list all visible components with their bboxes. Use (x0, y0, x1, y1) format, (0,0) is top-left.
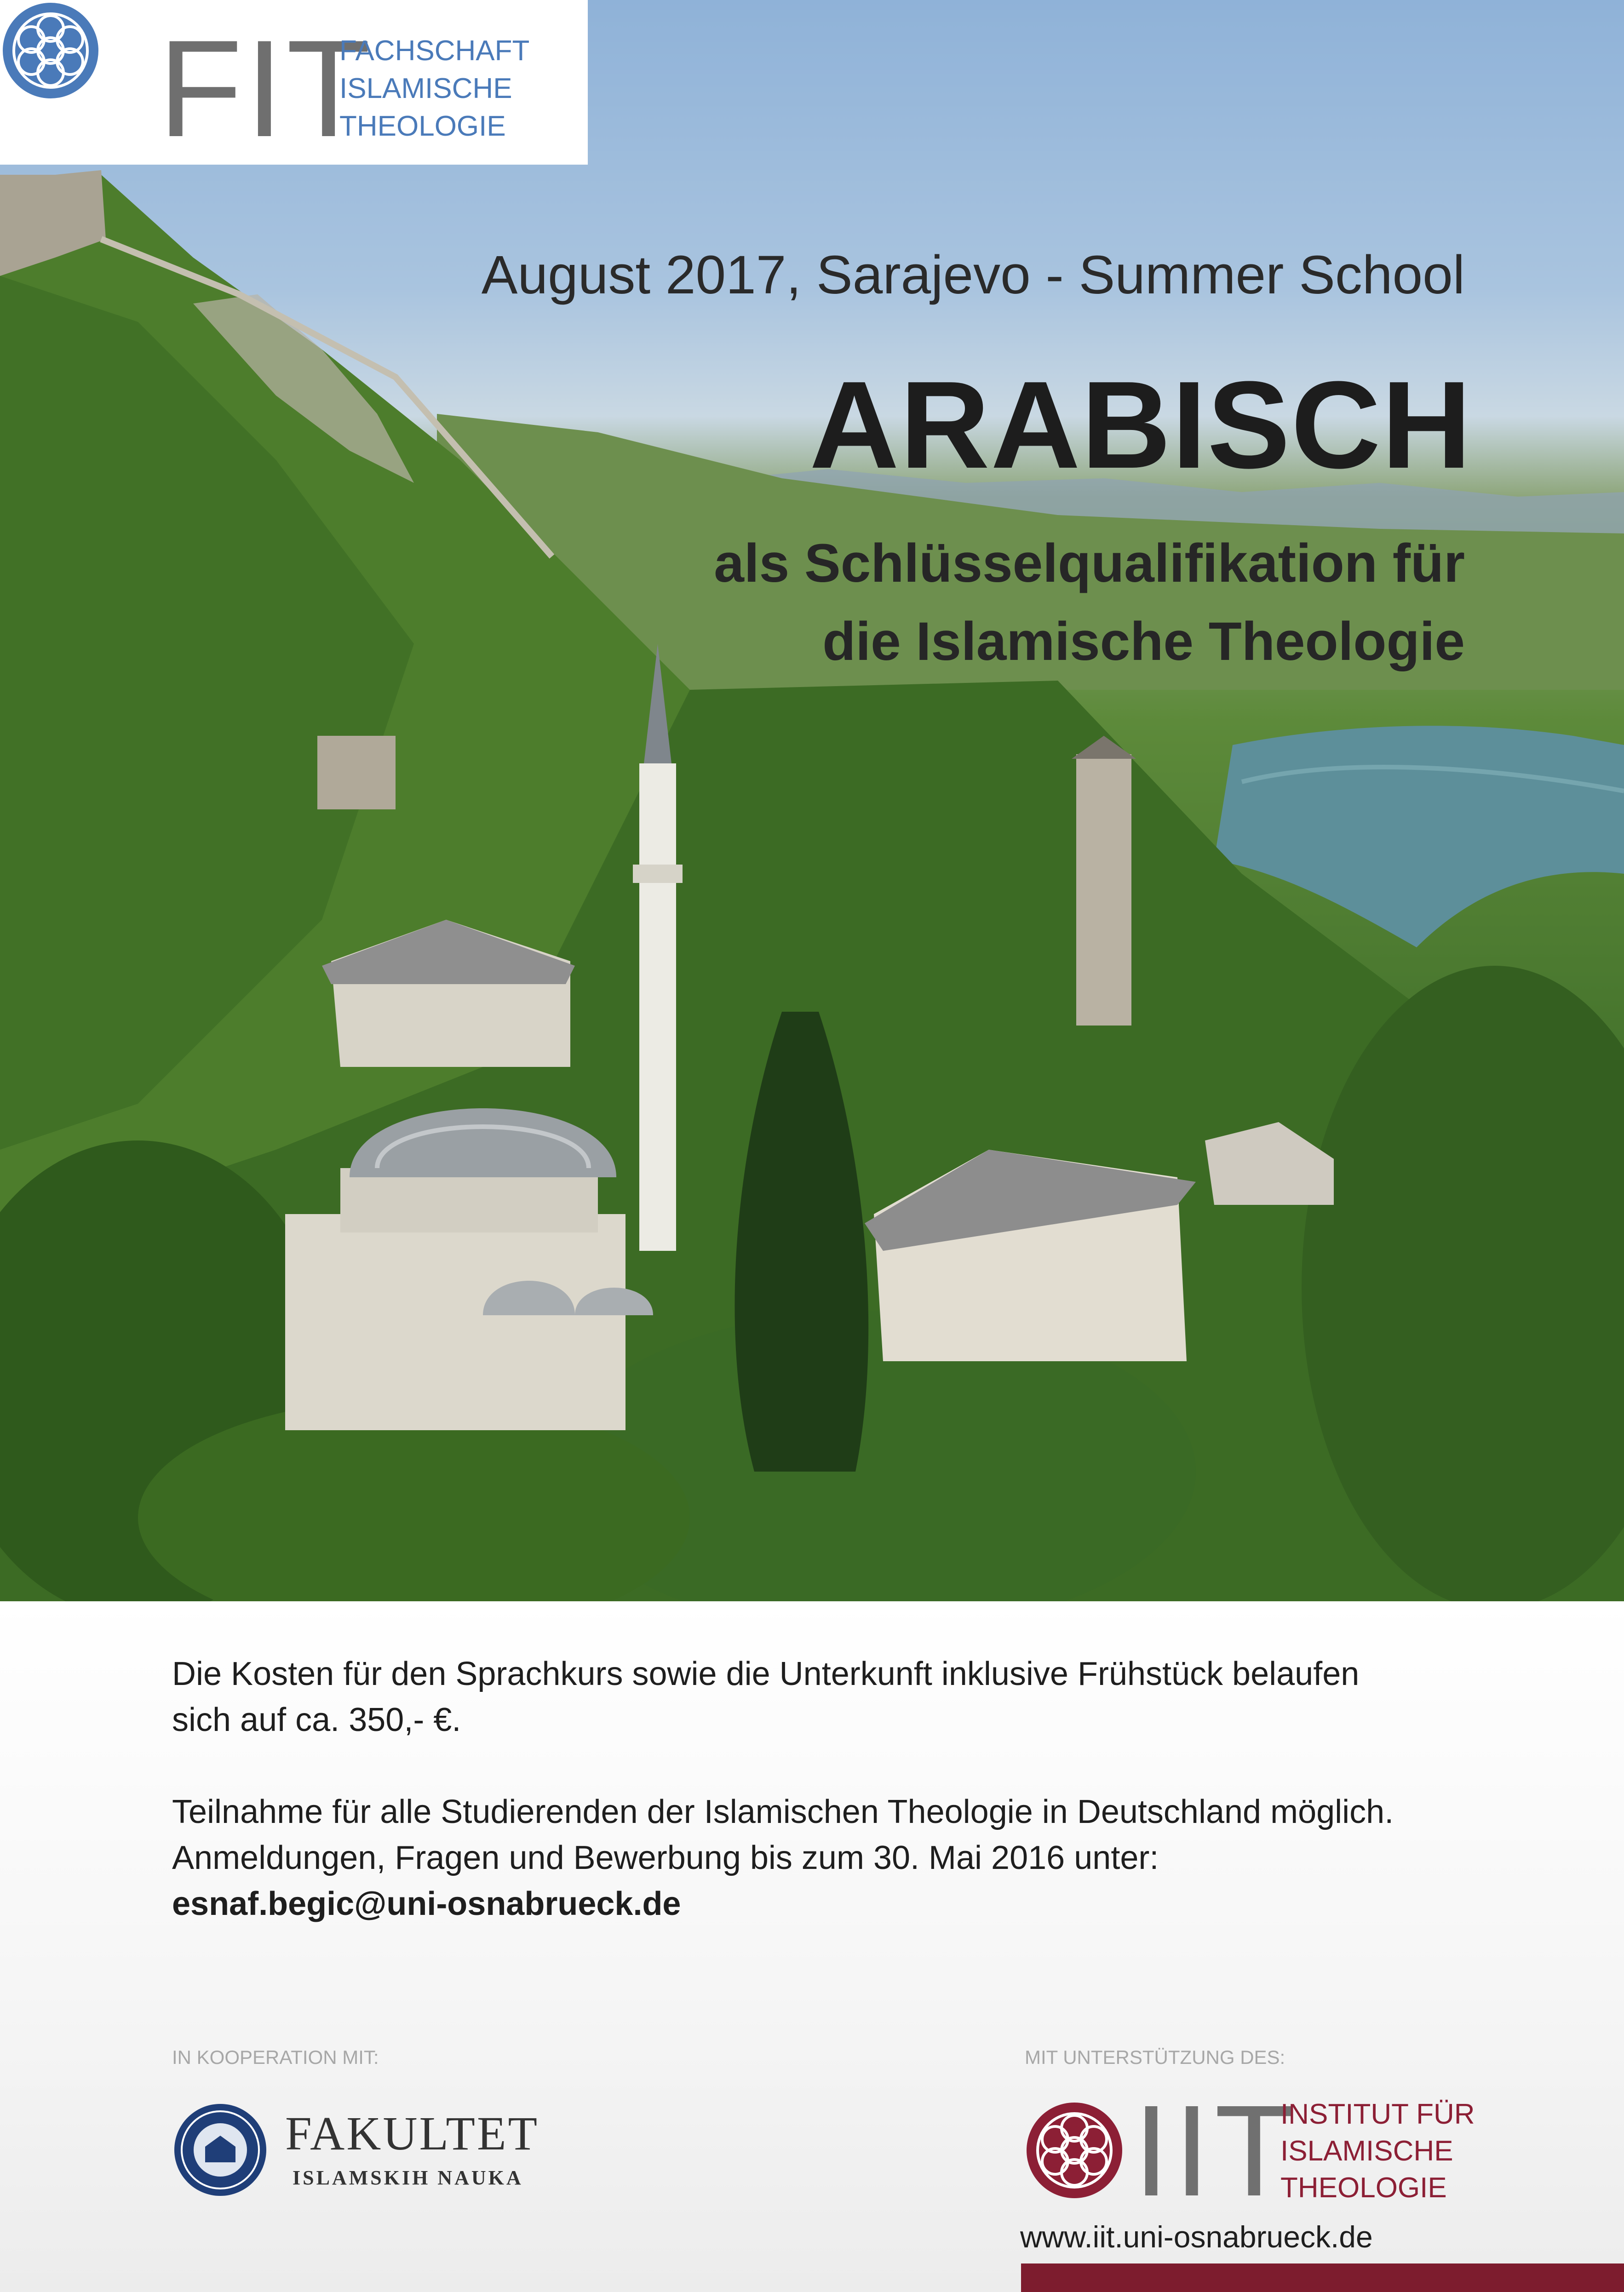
participation-line: Teilnahme für alle Studierenden der Islamischen Theologie in Deutschland möglich. (172, 1793, 1394, 1830)
cost-line: sich auf ca. 350,- €. (172, 1702, 461, 1738)
iit-logo-line: THEOLOGIE (1280, 2172, 1447, 2204)
event-subline: August 2017, Sarajevo - Summer School (481, 245, 1465, 305)
iit-logo-line: ISLAMISCHE (1280, 2135, 1453, 2167)
footer-accent-bar (1021, 2263, 1624, 2292)
iit-logo-text (1280, 2096, 1475, 2206)
fakultet-seal-icon (172, 2102, 269, 2198)
fakultet-logo-sub: ISLAMSKIH NAUKA (293, 2166, 523, 2189)
cooperation-label: IN KOOPERATION MIT: (172, 2046, 379, 2068)
fit-logo-line: THEOLOGIE (339, 110, 506, 142)
iit-website-link[interactable]: www.iit.uni-osnabrueck.de (1020, 2220, 1373, 2254)
page-subtitle (714, 524, 1465, 681)
fit-logo-line: FACHSCHAFT (339, 35, 530, 67)
subtitle-line: die Islamische Theologie (822, 611, 1465, 672)
support-label: MIT UNTERSTÜTZUNG DES: (1025, 2046, 1285, 2068)
contact-email-link[interactable]: esnaf.begic@uni-osnabrueck.de (172, 1885, 681, 1922)
fit-logo-letters: FIT (158, 11, 373, 166)
fakultet-logo-name: FAKULTET (285, 2107, 539, 2160)
fit-logo-box (0, 0, 588, 165)
info-text (172, 1651, 1533, 1927)
cost-line: Die Kosten für den Sprachkurs sowie die Unterkunft inklusive Frühstück belaufen (172, 1656, 1360, 1692)
participation-line: Anmeldungen, Fragen und Bewerbung bis zum 30. Mai 2016 unter: (172, 1839, 1159, 1876)
fit-rosette-icon (0, 0, 101, 101)
page-title: ARABISCH (809, 356, 1472, 494)
fit-logo-text (339, 32, 529, 145)
fit-logo-line: ISLAMISCHE (339, 73, 512, 104)
iit-rosette-icon (1024, 2100, 1125, 2201)
iit-logo-line: INSTITUT FÜR (1280, 2098, 1475, 2130)
subtitle-line: als Schlüsselqualifikation für (714, 533, 1465, 594)
iit-logo-letters: IIT (1133, 2078, 1298, 2223)
